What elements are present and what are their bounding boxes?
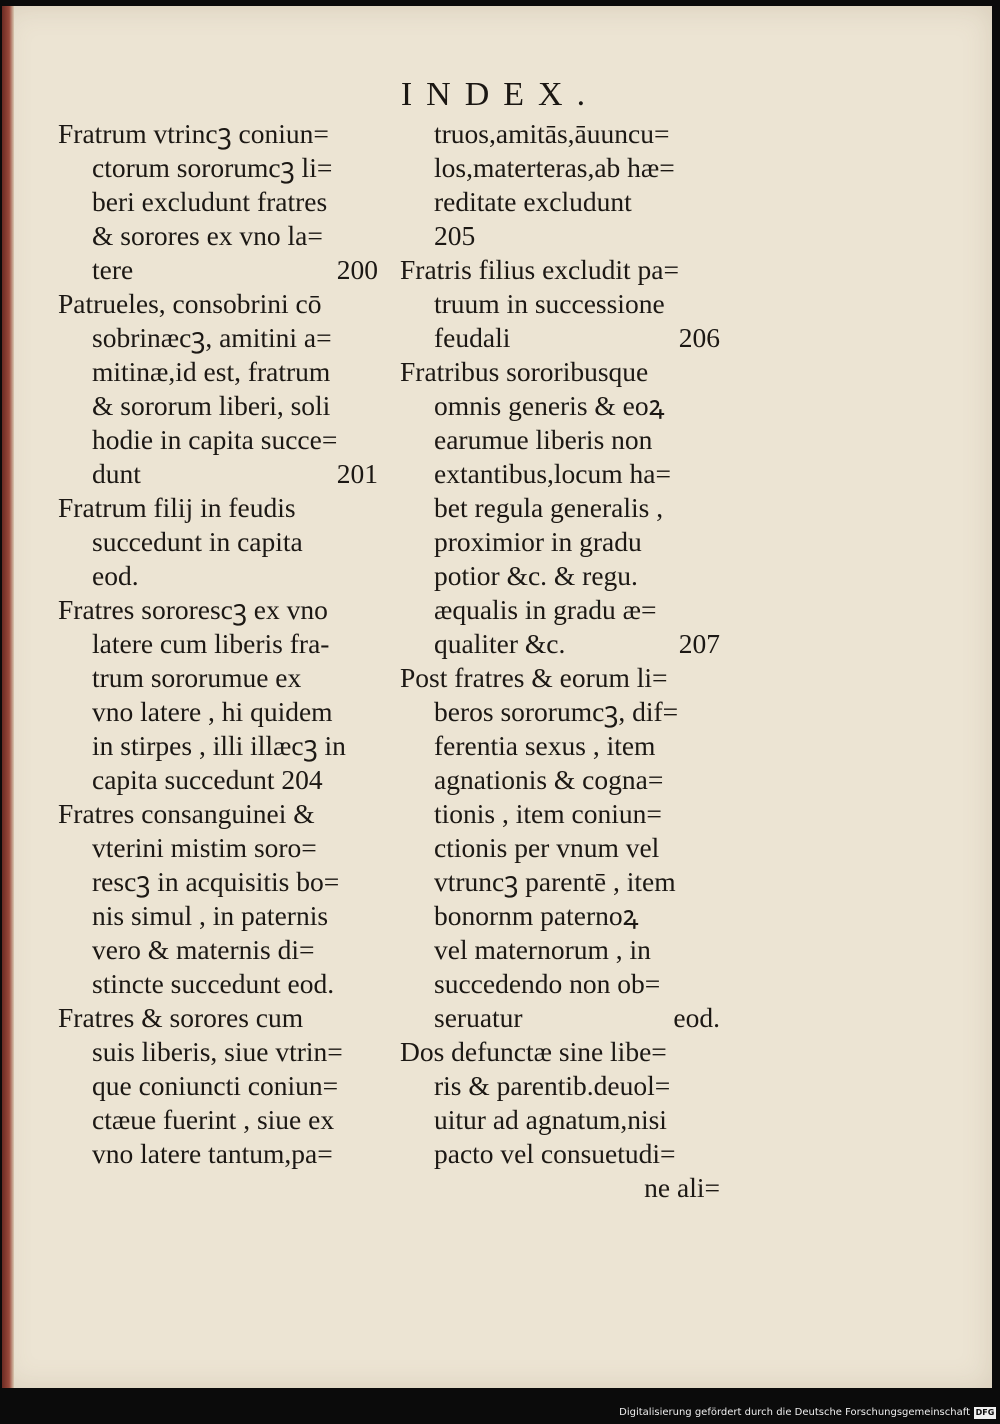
index-line [400,1001,720,1035]
footer-credit: Digitalisierung gefördert durch die Deutsche Forschungsgemeinschaft [619,1407,970,1418]
index-line [400,763,720,797]
entry-text: omnis generis & eoꝝ [434,390,665,421]
index-line [58,253,378,287]
entry-text: vterini mistim soro= [92,832,317,863]
entry-text: tionis , item coniun= [434,798,662,829]
entry-text: in stirpes , illi illæcꝫ in [92,730,346,761]
index-line [400,1035,720,1069]
index-line [58,457,378,491]
index-line [400,253,720,287]
index-line [400,1069,720,1103]
entry-text: mitinæ,id est, fratrum [92,356,331,387]
entry-text: 205 [434,220,476,251]
page-number: 200 [336,254,378,285]
entry-text: bonornm paternoꝝ [434,900,639,931]
entry-text: sobrinæcꝫ, amitini a= [92,322,332,353]
index-line [58,1001,378,1035]
entry-text: trum sororumue ex [92,662,302,693]
index-line [400,797,720,831]
index-line [400,525,720,559]
entry-text: Fratribus sororibusque [400,356,649,387]
entry-text: qualiter &c. [434,628,566,659]
entry-text: ctæue fuerint , siue ex [92,1104,335,1135]
entry-text: dunt [92,458,141,489]
entry-text: stincte succedunt eod. [92,968,335,999]
index-line [400,321,720,355]
entry-text: succedunt in capita [92,526,303,557]
entry-text: Post fratres & eorum li= [400,662,668,693]
entry-text: Fratres & sorores cum [58,1002,304,1033]
entry-text: agnationis & cogna= [434,764,664,795]
entry-text: ris & parentib.deuol= [434,1070,671,1101]
entry-text: beros sororumcꝫ, dif= [434,696,679,727]
entry-text: potior &c. & regu. [434,560,638,591]
index-line [58,423,378,457]
index-line [400,287,720,321]
entry-text: eod. [92,560,139,591]
index-line [58,899,378,933]
index-line [58,355,378,389]
index-line [400,491,720,525]
index-line [400,865,720,899]
entry-text: æqualis in gradu æ= [434,594,657,625]
index-line [400,593,720,627]
index-line [400,1171,720,1205]
book-spine [2,6,14,1389]
index-line [58,1137,378,1171]
index-line [58,1069,378,1103]
entry-text: Fratrum filij in feudis [58,492,296,523]
index-line [400,389,720,423]
index-line [58,151,378,185]
index-line [58,763,378,797]
entry-text: Dos defunctæ sine libe= [400,1036,667,1067]
index-line [400,661,720,695]
index-line [58,933,378,967]
index-line [400,695,720,729]
entry-text: beri excludunt fratres [92,186,328,217]
index-line [400,219,720,253]
entry-text: extantibus,locum ha= [434,458,671,489]
entry-text: Fratrum vtrincꝫ coniun= [58,118,329,149]
entry-text: Fratres consanguinei & [58,798,315,829]
entry-text: truum in successione [434,288,665,319]
entry-text: vno latere , hi quidem [92,696,333,727]
index-line [58,525,378,559]
index-line [400,967,720,1001]
index-line [58,627,378,661]
entry-text: ferentia sexus , item [434,730,656,761]
entry-text: truos,amitās,āuuncu= [434,118,670,149]
index-line [58,797,378,831]
index-line [58,593,378,627]
entry-text: reditate excludunt [434,186,632,217]
index-line [400,185,720,219]
index-line [58,219,378,253]
entry-text: Fratris filius excludit pa= [400,254,680,285]
dfg-logo-icon: DFG [975,1408,995,1417]
index-line [400,1103,720,1137]
index-line [58,117,378,151]
index-line [400,627,720,661]
entry-text: & sororum liberi, soli [92,390,331,421]
index-line [58,287,378,321]
entry-text: ne ali= [644,1172,720,1203]
page-number: 207 [678,628,720,659]
entry-text: capita succedunt 204 [92,764,323,795]
index-line [400,423,720,457]
page-number: 201 [336,458,378,489]
entry-text: suis liberis, siue vtrin= [92,1036,343,1067]
index-line [400,933,720,967]
entry-text: & sorores ex vno la= [92,220,323,251]
entry-text: vno latere tantum,pa= [92,1138,333,1169]
index-line [58,1035,378,1069]
entry-text: vtruncꝫ parentē , item [434,866,676,897]
entry-text: que coniuncti coniun= [92,1070,339,1101]
index-line [400,559,720,593]
index-line [58,389,378,423]
entry-text: vel maternorum , in [434,934,651,965]
entry-text: uitur ad agnatum,nisi [434,1104,667,1135]
entry-text: rescꝫ in acquisitis bo= [92,866,340,897]
entry-text: Fratres sororescꝫ ex vno [58,594,328,625]
entry-text: vero & maternis di= [92,934,315,965]
index-line [58,661,378,695]
index-line [58,559,378,593]
index-column-left [58,117,378,1171]
index-line [58,695,378,729]
index-line [400,831,720,865]
entry-text: nis simul , in paternis [92,900,329,931]
entry-text: tere [92,254,134,285]
index-line [58,967,378,1001]
page-header: INDEX. [400,76,600,113]
entry-text: succedendo non ob= [434,968,661,999]
index-line [58,729,378,763]
index-line [58,1103,378,1137]
index-line [58,831,378,865]
index-line [400,151,720,185]
entry-text: earumue liberis non [434,424,653,455]
entry-text: feudali [434,322,511,353]
entry-text: Patrueles, consobrini cō [58,288,322,319]
index-line [400,355,720,389]
page-number: 206 [678,322,720,353]
index-line [58,865,378,899]
index-line [58,321,378,355]
index-line [400,729,720,763]
entry-text: hodie in capita succe= [92,424,338,455]
entry-text: ctionis per vnum vel [434,832,660,863]
entry-text: pacto vel consuetudi= [434,1138,676,1169]
index-line [58,491,378,525]
index-line [400,457,720,491]
index-line [400,1137,720,1171]
footer-bar [0,1388,1000,1424]
index-line [400,899,720,933]
page-number: eod. [673,1002,720,1033]
entry-text: proximior in gradu [434,526,642,557]
entry-text: latere cum liberis fra- [92,628,330,659]
entry-text: seruatur [434,1002,523,1033]
index-line [58,185,378,219]
index-column-right [400,117,720,1205]
entry-text: los,materteras,ab hæ= [434,152,675,183]
index-line [400,117,720,151]
entry-text: ctorum sororumcꝫ li= [92,152,333,183]
entry-text: bet regula generalis , [434,492,664,523]
